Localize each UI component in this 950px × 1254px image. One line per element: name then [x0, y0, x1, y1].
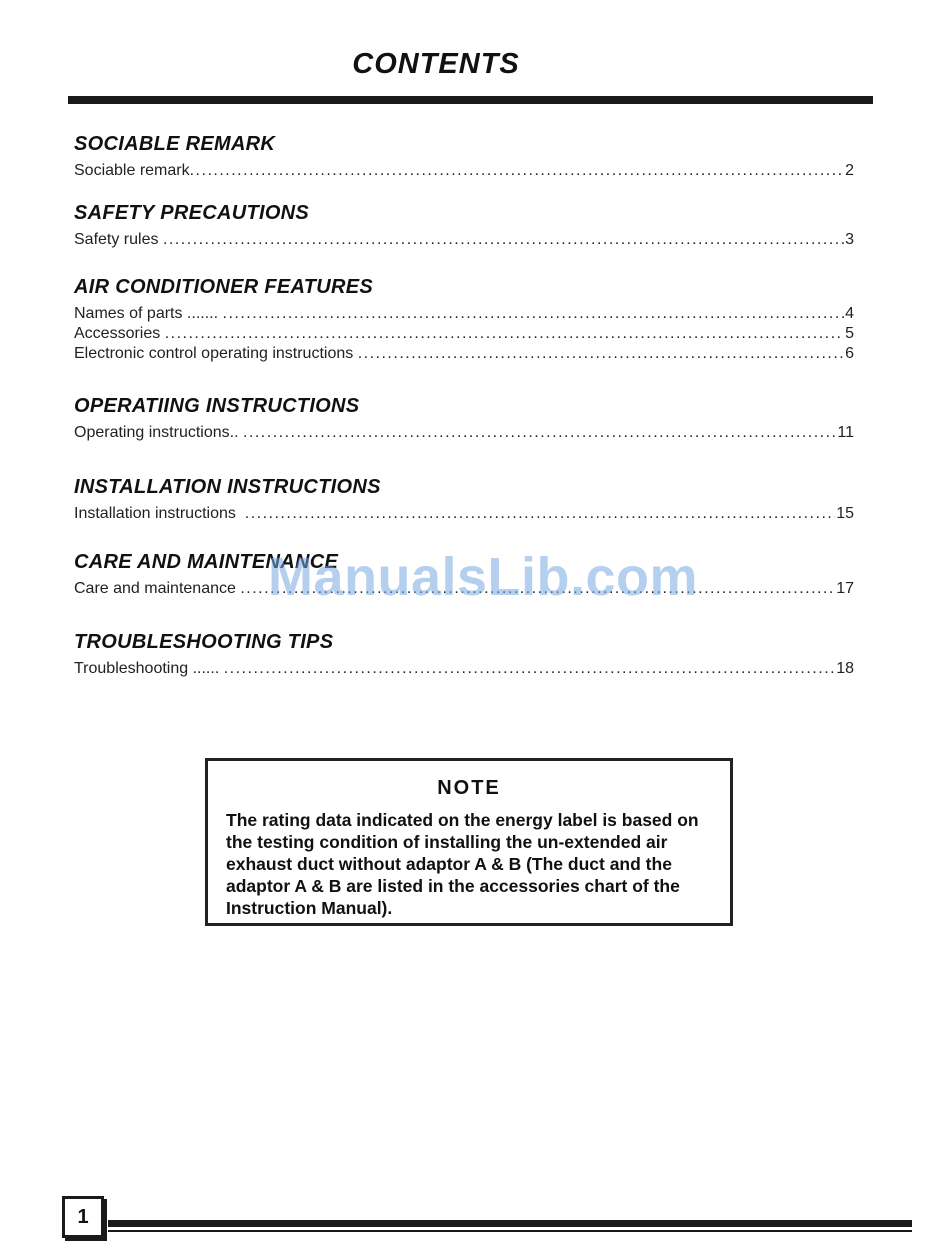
entry-page-number: 18 — [836, 660, 854, 677]
dot-leader — [190, 161, 844, 181]
footer-divider — [108, 1220, 912, 1227]
dot-leader — [165, 324, 844, 344]
toc-entry-troubleshooting[interactable] — [74, 659, 854, 679]
watermark: ManualsLib.com — [268, 547, 699, 607]
toc-entry-installation-instructions[interactable] — [74, 504, 854, 524]
entry-page-number: 2 — [845, 162, 854, 179]
entry-page-number: 17 — [836, 580, 854, 597]
page-title: CONTENTS — [352, 48, 520, 80]
entry-label: Troubleshooting ...... — [74, 660, 224, 677]
dot-leader — [223, 304, 845, 324]
toc-section-troubleshooting-tips — [74, 630, 854, 679]
entry-label: Care and maintenance — [74, 580, 241, 597]
section-heading: TROUBLESHOOTING TIPS — [74, 631, 334, 653]
entry-page-number: 6 — [845, 345, 854, 362]
toc-section-sociable-remark — [74, 132, 854, 181]
toc-entry-sociable-remark[interactable] — [74, 161, 854, 181]
entry-page-number: 4 — [845, 305, 854, 322]
entry-page-number: 11 — [837, 424, 854, 441]
dot-leader — [245, 504, 835, 524]
section-heading: CARE AND MAINTENANCE — [74, 551, 339, 573]
page-number: 1 — [62, 1196, 104, 1238]
section-heading: OPERATIING INSTRUCTIONS — [74, 395, 360, 417]
note-title: NOTE — [437, 777, 501, 799]
entry-label: Sociable remark — [74, 162, 190, 179]
note-box — [205, 758, 733, 926]
toc-entry-electronic-control[interactable] — [74, 344, 854, 364]
entry-label: Electronic control operating instructions — [74, 345, 358, 362]
entry-label: Names of parts ....... — [74, 305, 223, 322]
section-heading: SAFETY PRECAUTIONS — [74, 202, 310, 224]
toc-section-safety-precautions — [74, 201, 854, 250]
entry-label: Accessories — [74, 325, 165, 342]
toc-entry-accessories[interactable] — [74, 324, 854, 344]
footer-divider-thin — [108, 1230, 912, 1232]
dot-leader — [240, 579, 835, 599]
toc-section-installation-instructions — [74, 475, 854, 524]
section-heading: SOCIABLE REMARK — [74, 133, 276, 155]
dot-leader — [243, 423, 836, 443]
dot-leader — [224, 659, 835, 679]
dot-leader — [163, 230, 844, 250]
entry-label: Safety rules — [74, 231, 163, 248]
toc-section-operating-instructions — [74, 394, 854, 443]
toc-section-air-conditioner-features — [74, 275, 854, 364]
section-heading: INSTALLATION INSTRUCTIONS — [74, 476, 381, 498]
toc-entry-operating-instructions[interactable] — [74, 423, 854, 443]
entry-page-number: 5 — [845, 325, 854, 342]
entry-page-number: 3 — [845, 231, 854, 248]
title-divider — [68, 96, 873, 104]
dot-leader — [358, 344, 844, 364]
toc-entry-names-of-parts[interactable] — [74, 304, 854, 324]
toc-entry-safety-rules[interactable] — [74, 230, 854, 250]
toc-entry-care-and-maintenance[interactable] — [74, 579, 854, 599]
entry-label: Installation instructions — [74, 505, 245, 522]
note-body: The rating data indicated on the energy label is based on the testing condition of installing the un-extended air exhaust duct without adaptor A & B (The duct and the adaptor A & B are listed in the accessories chart of the Instruction Manual). — [226, 810, 699, 918]
entry-label: Operating instructions.. — [74, 424, 243, 441]
section-heading: AIR CONDITIONER FEATURES — [74, 276, 374, 298]
toc-section-care-and-maintenance — [74, 550, 854, 599]
entry-page-number: 15 — [836, 505, 854, 522]
